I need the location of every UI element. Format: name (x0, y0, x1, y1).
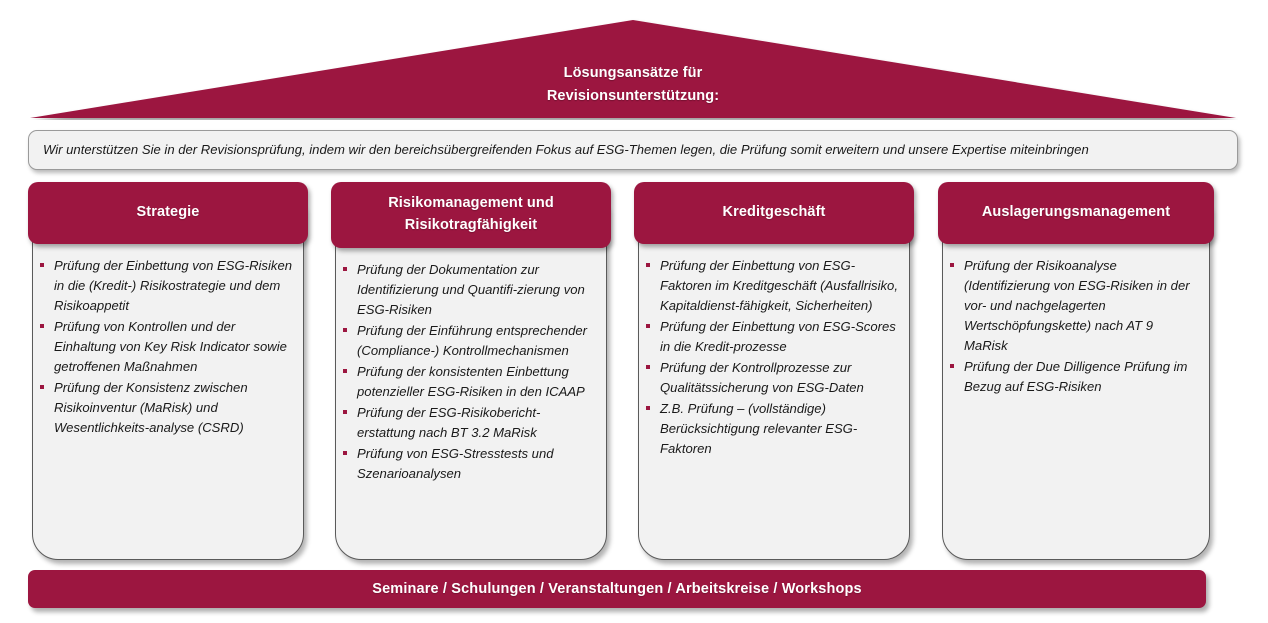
list-item (646, 317, 900, 357)
list-item-text: Prüfung der Risikoanalyse (Identifizierung von ESG-Risiken in der vor- und nachgelagerten Wertschöpfungskette) nach AT 9 MaRisk (964, 258, 1190, 354)
bullet-square-icon (343, 321, 357, 332)
bullet-square-icon (40, 256, 54, 267)
bullet-square-icon (646, 256, 660, 267)
list-item (646, 358, 900, 398)
list-item (343, 444, 597, 484)
list-item (343, 403, 597, 443)
intro-statement-bar (28, 130, 1238, 170)
list-item (950, 256, 1200, 356)
pillar-title: Auslagerungsmanagement (981, 204, 1171, 221)
bullet-square-icon (646, 399, 660, 410)
list-item-text: Prüfung der Einbettung von ESG-Risiken in die (Kredit-) Risikostrategie und dem Risikoappetit (54, 258, 293, 314)
bullet-square-icon (950, 256, 964, 267)
list-item (343, 260, 597, 320)
roof-banner (28, 18, 1238, 120)
bullet-square-icon (343, 403, 357, 414)
pillar-header[interactable] (634, 182, 914, 244)
pillar-auslagerungsmanagement[interactable] (938, 182, 1214, 560)
bullet-square-icon (40, 317, 54, 328)
list-item (343, 321, 597, 361)
list-item-text: Prüfung der Due Dilligence Prüfung im Bezug auf ESG-Risiken (964, 359, 1188, 395)
pillar-header[interactable] (28, 182, 308, 244)
list-item-text: Z.B. Prüfung – (vollständige) Berücksichtigung relevanter ESG-Faktoren (660, 401, 858, 457)
list-item-text: Prüfung der Dokumentation zur Identifizierung und Quantifi-zierung von ESG-Risiken (357, 262, 585, 318)
list-item (40, 256, 294, 316)
pillar-title: Kreditgeschäft (722, 204, 826, 221)
bullet-square-icon (646, 317, 660, 328)
pillar-columns (28, 182, 1238, 560)
bullet-square-icon (343, 444, 357, 455)
bullet-square-icon (950, 357, 964, 368)
list-item-text: Prüfung der Einbettung von ESG-Faktoren im Kreditgeschäft (Ausfallrisiko, Kapitaldienst-fähigkeit, Sicherheiten) (660, 258, 898, 314)
pillar-bullet-list (946, 256, 1208, 398)
list-item (950, 357, 1200, 397)
list-item-text: Prüfung von ESG-Stresstests und Szenarioanalysen (357, 446, 554, 482)
list-item (646, 399, 900, 459)
roof-title-line1: Lösungsansätze für (563, 65, 703, 81)
list-item-text: Prüfung der Konsistenz zwischen Risikoinventur (MaRisk) und Wesentlichkeits-analyse (CSRD) (54, 380, 248, 436)
list-item (646, 256, 900, 316)
bullet-square-icon (646, 358, 660, 369)
roof-title (28, 62, 1238, 109)
list-item (40, 317, 294, 377)
list-item-text: Prüfung der Einbettung von ESG-Scores in die Kredit-prozesse (660, 319, 896, 355)
list-item-text: Prüfung der Einführung entsprechender (Compliance-) Kontrollmechanismen (357, 323, 588, 359)
pillar-strategie[interactable] (28, 182, 308, 560)
roof-title-line2: Revisionsunterstützung: (546, 88, 720, 105)
pillar-risikomanagement-und-risikotragfaehigkeit[interactable] (331, 182, 611, 560)
list-item-text: Prüfung von Kontrollen und der Einhaltung von Key Risk Indicator sowie getroffenen Maßnahmen (54, 319, 287, 375)
pillar-bullet-list (339, 260, 605, 485)
list-item (343, 362, 597, 402)
pillar-header[interactable] (331, 182, 611, 248)
foundation-banner[interactable] (28, 570, 1206, 608)
pillar-kreditgeschaeft[interactable] (634, 182, 914, 560)
pillar-bullet-list (36, 256, 302, 439)
intro-statement-text: Wir unterstützen Sie in der Revisionsprüfung, indem wir den bereichsübergreifenden Fokus auf ESG-Themen legen, die Prüfung somit erweitern und unsere Expertise miteinbringen (43, 142, 1089, 158)
list-item-text: Prüfung der Kontrollprozesse zur Qualitätssicherung von ESG-Daten (660, 360, 864, 396)
list-item (40, 378, 294, 438)
pillar-header[interactable] (938, 182, 1214, 244)
bullet-square-icon (343, 362, 357, 373)
pillar-bullet-list (642, 256, 908, 460)
bullet-square-icon (343, 260, 357, 271)
list-item-text: Prüfung der konsistenten Einbettung potenzieller ESG-Risiken in den ICAAP (357, 364, 585, 400)
pillar-title: Risikomanagement und Risikotragfähigkeit (388, 195, 554, 233)
foundation-banner-text: Seminare / Schulungen / Veranstaltungen / Arbeitskreise / Workshops (372, 581, 862, 597)
pillar-title: Strategie (136, 204, 200, 221)
list-item-text: Prüfung der ESG-Risikobericht-erstattung nach BT 3.2 MaRisk (357, 405, 541, 441)
bullet-square-icon (40, 378, 54, 389)
